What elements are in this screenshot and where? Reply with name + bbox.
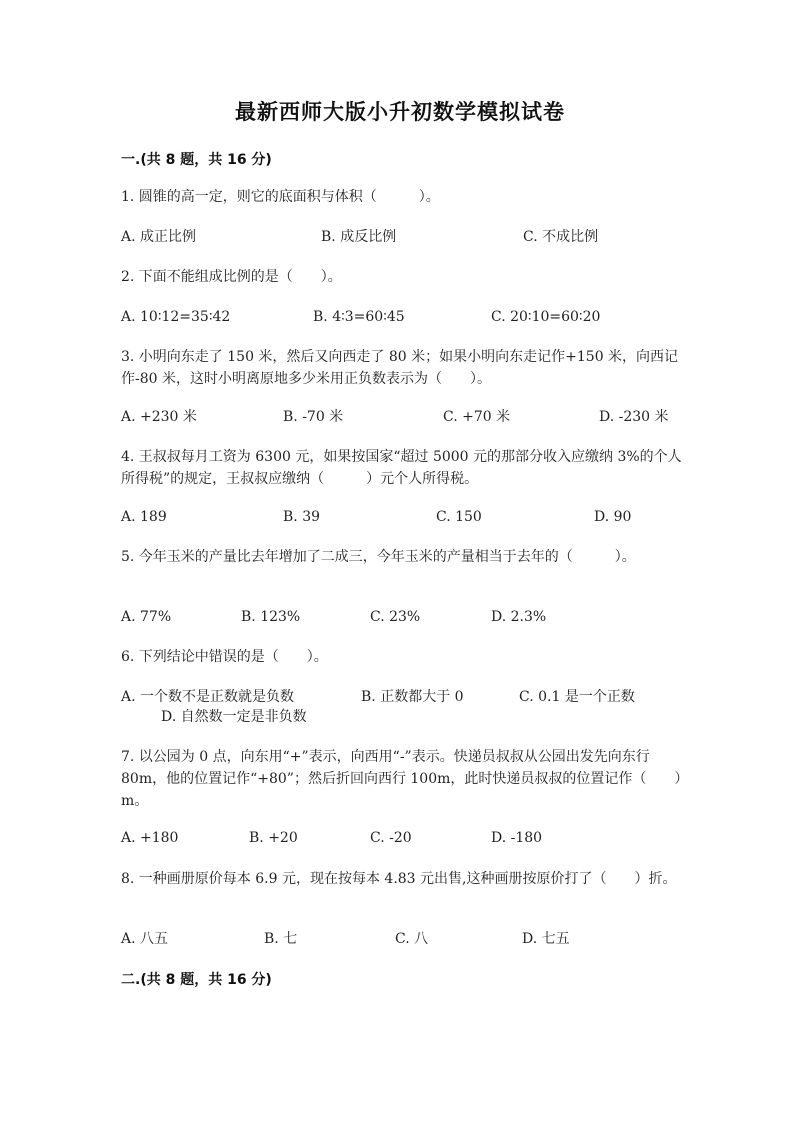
question-7: 7. 以公园为 0 点，向东用“+”表示，向西用“-”表示。快递员叔叔从公园出发先向东行 80m，他的位置记作“+80”；然后折回向西行 100m，此时快递员叔叔的位置记作（ ）m。	[121, 749, 682, 809]
options-question-1	[121, 226, 701, 248]
option-6-d[interactable]: D. 自然数一定是非负数	[161, 709, 307, 725]
option-8-b[interactable]: B. 七	[264, 931, 298, 947]
option-3-a[interactable]: A. +230 米	[121, 409, 197, 425]
question-5: 5. 今年玉米的产量比去年增加了二成三，今年玉米的产量相当于去年的（ ）。	[121, 549, 636, 565]
option-5-d[interactable]: D. 2.3%	[491, 609, 547, 625]
option-4-a[interactable]: A. 189	[121, 509, 167, 525]
option-7-d[interactable]: D. -180	[491, 830, 543, 846]
exam-title: 最新西师大版小升初数学模拟试卷	[235, 100, 565, 124]
option-4-d[interactable]: D. 90	[594, 509, 632, 525]
question-3: 3. 小明向东走了 150 米，然后又向西走了 80 米；如果小明向东走记作+150 米，向西记作-80 米，这时小明离原地多少米用正负数表示为（ ）。	[121, 349, 679, 387]
option-2-b[interactable]: B. 4∶3=60∶45	[313, 309, 405, 325]
option-7-b[interactable]: B. +20	[249, 830, 298, 846]
options-question-2	[121, 306, 701, 328]
option-8-c[interactable]: C. 八	[395, 931, 429, 947]
option-5-c[interactable]: C. 23%	[370, 609, 421, 625]
option-5-b[interactable]: B. 123%	[241, 609, 301, 625]
options-question-3	[121, 406, 701, 428]
options-question-7	[121, 827, 701, 849]
options-question-6-wrap	[161, 706, 741, 728]
options-question-6	[121, 686, 701, 708]
question-2: 2. 下面不能组成比例的是（ ）。	[121, 269, 342, 285]
option-7-a[interactable]: A. +180	[121, 830, 179, 846]
option-4-b[interactable]: B. 39	[283, 509, 321, 525]
question-4: 4. 王叔叔每月工资为 6300 元，如果按国家“超过 5000 元的那部分收入应缴纳 3%的个人所得税”的规定，王叔叔应缴纳（ ）元个人所得税。	[121, 449, 682, 487]
option-1-b[interactable]: B. 成反比例	[321, 229, 397, 245]
options-question-8	[121, 928, 701, 950]
options-question-5	[121, 606, 701, 628]
option-8-a[interactable]: A. 八五	[121, 931, 169, 947]
option-1-c[interactable]: C. 不成比例	[523, 229, 599, 245]
option-6-b[interactable]: B. 正数都大于 0	[361, 689, 464, 705]
option-3-c[interactable]: C. +70 米	[443, 409, 511, 425]
option-6-c[interactable]: C. 0.1 是一个正数	[519, 689, 635, 705]
question-1: 1. 圆锥的高一定，则它的底面积与体积（ ）。	[121, 189, 440, 205]
option-3-d[interactable]: D. -230 米	[599, 409, 669, 425]
option-8-d[interactable]: D. 七五	[522, 931, 570, 947]
option-1-a[interactable]: A. 成正比例	[121, 229, 197, 245]
option-3-b[interactable]: B. -70 米	[283, 409, 344, 425]
option-6-a[interactable]: A. 一个数不是正数就是负数	[121, 689, 295, 705]
section-heading-1: 一.(共 8 题，共 16 分)	[121, 152, 272, 168]
option-4-c[interactable]: C. 150	[436, 509, 482, 525]
option-2-c[interactable]: C. 20∶10=60∶20	[491, 309, 601, 325]
option-2-a[interactable]: A. 10∶12=35∶42	[121, 309, 231, 325]
option-7-c[interactable]: C. -20	[370, 830, 412, 846]
options-question-4	[121, 506, 701, 528]
option-5-a[interactable]: A. 77%	[121, 609, 172, 625]
question-6: 6. 下列结论中错误的是（ ）。	[121, 649, 328, 665]
section-heading-2: 二.(共 8 题，共 16 分)	[121, 972, 272, 988]
question-8: 8. 一种画册原价每本 6.9 元，现在按每本 4.83 元出售,这种画册按原价打了（ ）折。	[121, 871, 677, 887]
